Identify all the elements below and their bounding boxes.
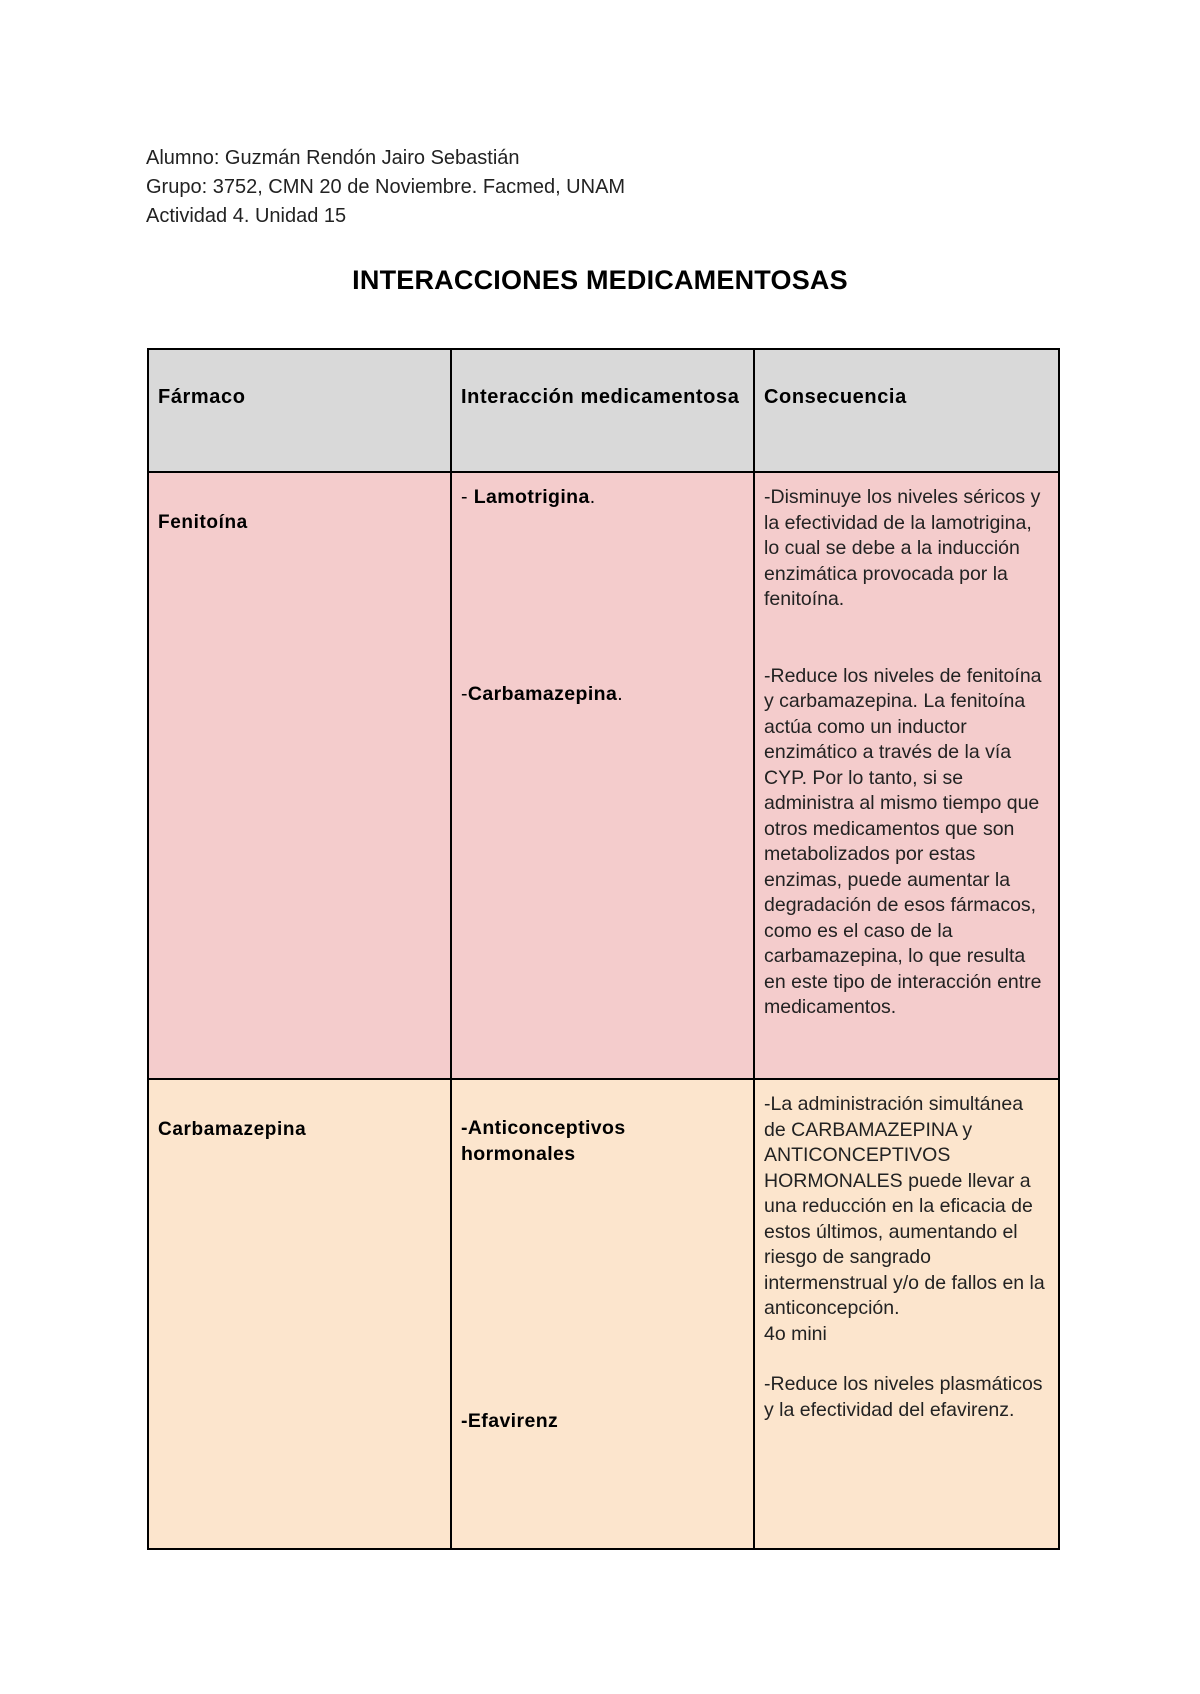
interaction-drug-name: Carbamazepina (467, 682, 618, 705)
activity-info: Actividad 4. Unidad 15 (146, 205, 347, 227)
consequence-text: -Reduce los niveles de fenitoína y carbamazepina. La fenitoína actúa como un inductor enzimático a través de la vía CYP. Por lo tanto, si se administra al mismo tiempo que otros medicamentos que son metabolizados por estas enzimas, puede aumentar la degradación de esos fármacos, como es el caso de la carbamazepina, lo que resulta en este tipo de interacción entre medicamentos. (764, 664, 1042, 1018)
document-title: INTERACCIONES MEDICAMENTOSAS (352, 265, 848, 295)
column-header-interaction: Interacción medicamentosa (451, 349, 754, 472)
student-name: Alumno: Guzmán Rendón Jairo Sebastián (146, 147, 520, 169)
interaction-cell (451, 1079, 754, 1549)
consequence-cell (754, 472, 1059, 1079)
table-header-row (148, 349, 1059, 472)
interaction-drug-name: -Anticonceptivos hormonales (461, 1117, 626, 1165)
consequence-note: 4o mini (764, 1322, 827, 1345)
interaction-item (452, 1167, 753, 1435)
drug-cell (148, 1079, 451, 1549)
interaction-item: - Lamotrigina. (461, 486, 596, 508)
interaction-drug-name: -Efavirenz (461, 1410, 559, 1432)
column-header-drug: Fármaco (148, 349, 451, 472)
interaction-cell (451, 472, 754, 1079)
consequence-text: -Reduce los niveles plasmáticos y la efectividad del efavirenz. (764, 1373, 1043, 1421)
consequence-text: -La administración simultánea de CARBAMAZEPINA y ANTICONCEPTIVOS HORMONALES puede llevar a una reducción en la eficacia de estos últimos, aumentando el riesgo de sangrado intermenstrual y/o de fallos en la anticoncepción. (764, 1093, 1045, 1319)
interactions-table (147, 348, 1060, 1550)
interaction-drug-name: Lamotrigina (473, 486, 590, 508)
table-row (148, 1079, 1059, 1549)
consequence-cell (754, 1079, 1059, 1549)
drug-cell (148, 472, 451, 1079)
interaction-item: -Carbamazepina. (461, 682, 624, 705)
drug-name: Fenitoína (158, 512, 248, 533)
column-header-consequence: Consecuencia (754, 349, 1059, 472)
consequence-text: -Disminuye los niveles séricos y la efectividad de la lamotrigina, lo cual se debe a la inducción enzimática provocada por la fenitoína. (764, 486, 1041, 610)
document-header (146, 144, 625, 231)
interaction-item (452, 1080, 670, 1167)
group-info: Grupo: 3752, CMN 20 de Noviembre. Facmed, UNAM (146, 176, 626, 198)
drug-name: Carbamazepina (158, 1119, 307, 1140)
table-row (148, 472, 1059, 1079)
